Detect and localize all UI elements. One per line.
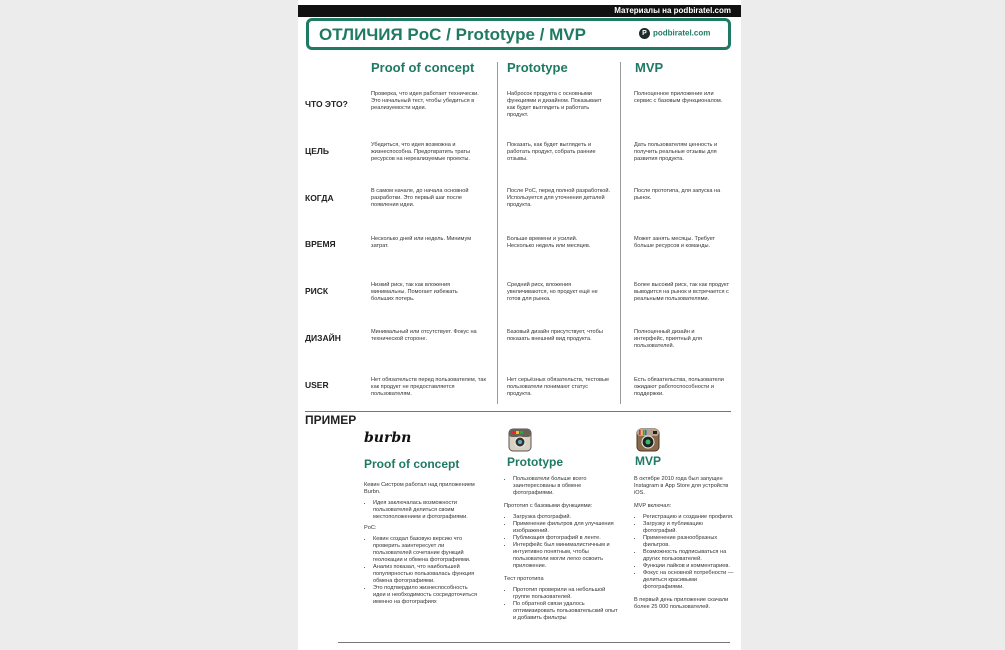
burbn-logo: burbn [364,430,412,446]
list-item: • Анализ показал, что наибольшей популярностью пользовалась функция обмена фотографиями. [373,564,478,585]
list-item: • Публикация фотографий в ленте. [513,535,622,542]
table-cell: Низкий риск, так как вложения минимальны. Помогает избежать больших потерь. [371,282,458,302]
table-cell: Набросок продукта с основными функциями и дизайном. Показывает как будет выглядеть и работать продукт. [507,91,602,118]
list-item: • Фокус на основной потребности — делиться красивыми фотографиями. [643,570,736,591]
table-cell: Проверка, что идея работает технически. Это начальный тест, чтобы убедиться в реализуемости идеи. [371,91,479,111]
column-header-poc: Proof of concept [371,60,475,75]
table-cell: Нет серьёзных обязательств, тестовые пользователи понимают статус продукта. [507,377,610,397]
list-item: • Применение разнообразных фильтров. [643,535,736,549]
example-mvp-heading: MVP [635,454,662,468]
table-cell: Средний риск, вложения увеличиваются, но продукт ещё не готов для рынка. [507,282,598,302]
table-cell: Есть обязательства, пользователи ожидают работоспособности и поддержки. [634,377,724,397]
list-item: • По обратной связи удалось оптимизировать пользовательский опыт и добавить фильтры [513,601,622,622]
table-cell: Дать пользователям ценность и получить реальные отзывы для развития продукта. [634,142,718,162]
polaroid-camera-icon [508,428,532,452]
table-cell: Убедиться, что идея возможна и жизнеспособна. Предотвратить траты ресурсов на нереализуемые проекты. [371,142,471,162]
row-label-what: ЧТО ЭТО? [305,99,348,109]
list-item: • Интерфейс был минималистичным и интуитивно понятным, чтобы пользователи могли легко освоить приложение. [513,542,622,570]
brand-logo [639,28,710,39]
top-banner: Материалы на podbiratel.com [298,5,741,17]
table-cell: Показать, как будет выглядеть и работать продукт, собрать ранние отзывы. [507,142,596,162]
list-item: • Возможность подписываться на других пользователей. [643,549,736,563]
list-item: • Функции лайков и комментариев. [643,563,736,570]
poc-label: PoC: [364,525,377,531]
prototype-test-label: Тест прототипа [504,576,544,582]
section-divider [305,411,731,412]
mvp-includes-label: MVP включал: [634,503,672,509]
example-prototype-heading: Prototype [507,455,564,469]
table-cell: Базовый дизайн присутствует, чтобы показать внешний вид продукта. [507,329,603,342]
example-mvp-text [634,476,736,615]
list-item: • Применение фильтров для улучшения изображений. [513,521,622,535]
list-item: • Загрузку и публикацию фотографий. [643,521,736,535]
mvp-launch-text: В октябре 2010 года был запущен Instagram в App Store для устройств iOS. [634,476,729,496]
title-box [306,18,731,50]
document-page [298,0,741,650]
column-header-mvp: MVP [635,60,664,75]
table-cell: Полноценный дизайн и интерфейс, приятный для пользователей. [634,329,702,349]
list-item: • Загрузка фотографий. [513,514,622,521]
list-item: • Это подтвердило жизнеспособность идеи и необходимость сосредоточиться именно на фотографиях [373,585,478,606]
example-poc-heading: Proof of concept [364,457,460,471]
brand-text: podbiratel.com [653,28,711,38]
list-item: • Прототип проверили на небольшой группе пользователей. [513,587,622,601]
table-cell: Полноценное приложение или сервис с базовым функционалом. [634,91,723,104]
row-label-time: ВРЕМЯ [305,239,336,249]
row-label-risk: РИСК [305,286,329,296]
table-cell: После прототипа, для запуска на рынок. [634,188,721,201]
table-cell: Несколько дней или недель. Минимум затрат. [371,236,472,249]
table-cell: Более высокий риск, так как продукт выводится на рынок и встречается с реальными пользователями. [634,282,730,302]
table-cell: Может занять месяцы. Требует больше ресурсов и команды. [634,236,716,249]
page-title: ОТЛИЧИЯ PoC / Prototype / MVP [319,25,586,44]
column-divider [620,62,621,404]
brand-p-icon: P [639,28,650,39]
prototype-features-label: Прототип с базовыми функциями: [504,503,593,509]
list-item: • Пользователи больше всего заинтересованы в обмене фотографиями. [513,476,622,497]
instagram-camera-icon [636,428,660,452]
example-title: ПРИМЕР [305,413,357,427]
row-label-design: ДИЗАЙН [305,333,341,343]
poc-intro: Кевин Систром работал над приложением Burbn. [364,482,475,495]
table-cell: После PoC, перед полной разработкой. Используется для уточнения деталей продукта. [507,188,611,208]
row-label-user: USER [305,380,329,390]
column-header-prototype: Prototype [507,60,568,75]
mvp-downloads-text: В первый день приложение скачали более 25 000 пользователей. [634,597,729,610]
table-cell: Нет обязательств перед пользователем, так как продукт не предоставляется пользователям. [371,377,486,397]
list-item: • Идея заключалась возможности пользователей делиться своим местоположением и фотографиями. [373,500,478,521]
table-cell: Минимальный или отсутствует. Фокус на технической стороне. [371,329,477,342]
example-prototype-text [504,476,622,622]
footer-divider [338,642,730,643]
example-poc-text [364,482,478,606]
row-label-goal: ЦЕЛЬ [305,146,329,156]
column-divider [497,62,498,404]
list-item: • Регистрацию и создание профиля. [643,514,736,521]
list-item: • Кевин создал базовую версию что проверить заинтересует ли пользователей сочетание функций геолокации и обмена фотографиями. [373,536,478,564]
table-cell: В самом начале, до начала основной разработки. Это первый шаг после появления идеи. [371,188,469,208]
row-label-when: КОГДА [305,193,334,203]
table-cell: Больше времени и усилий. Несколько недель или месяцев. [507,236,591,249]
